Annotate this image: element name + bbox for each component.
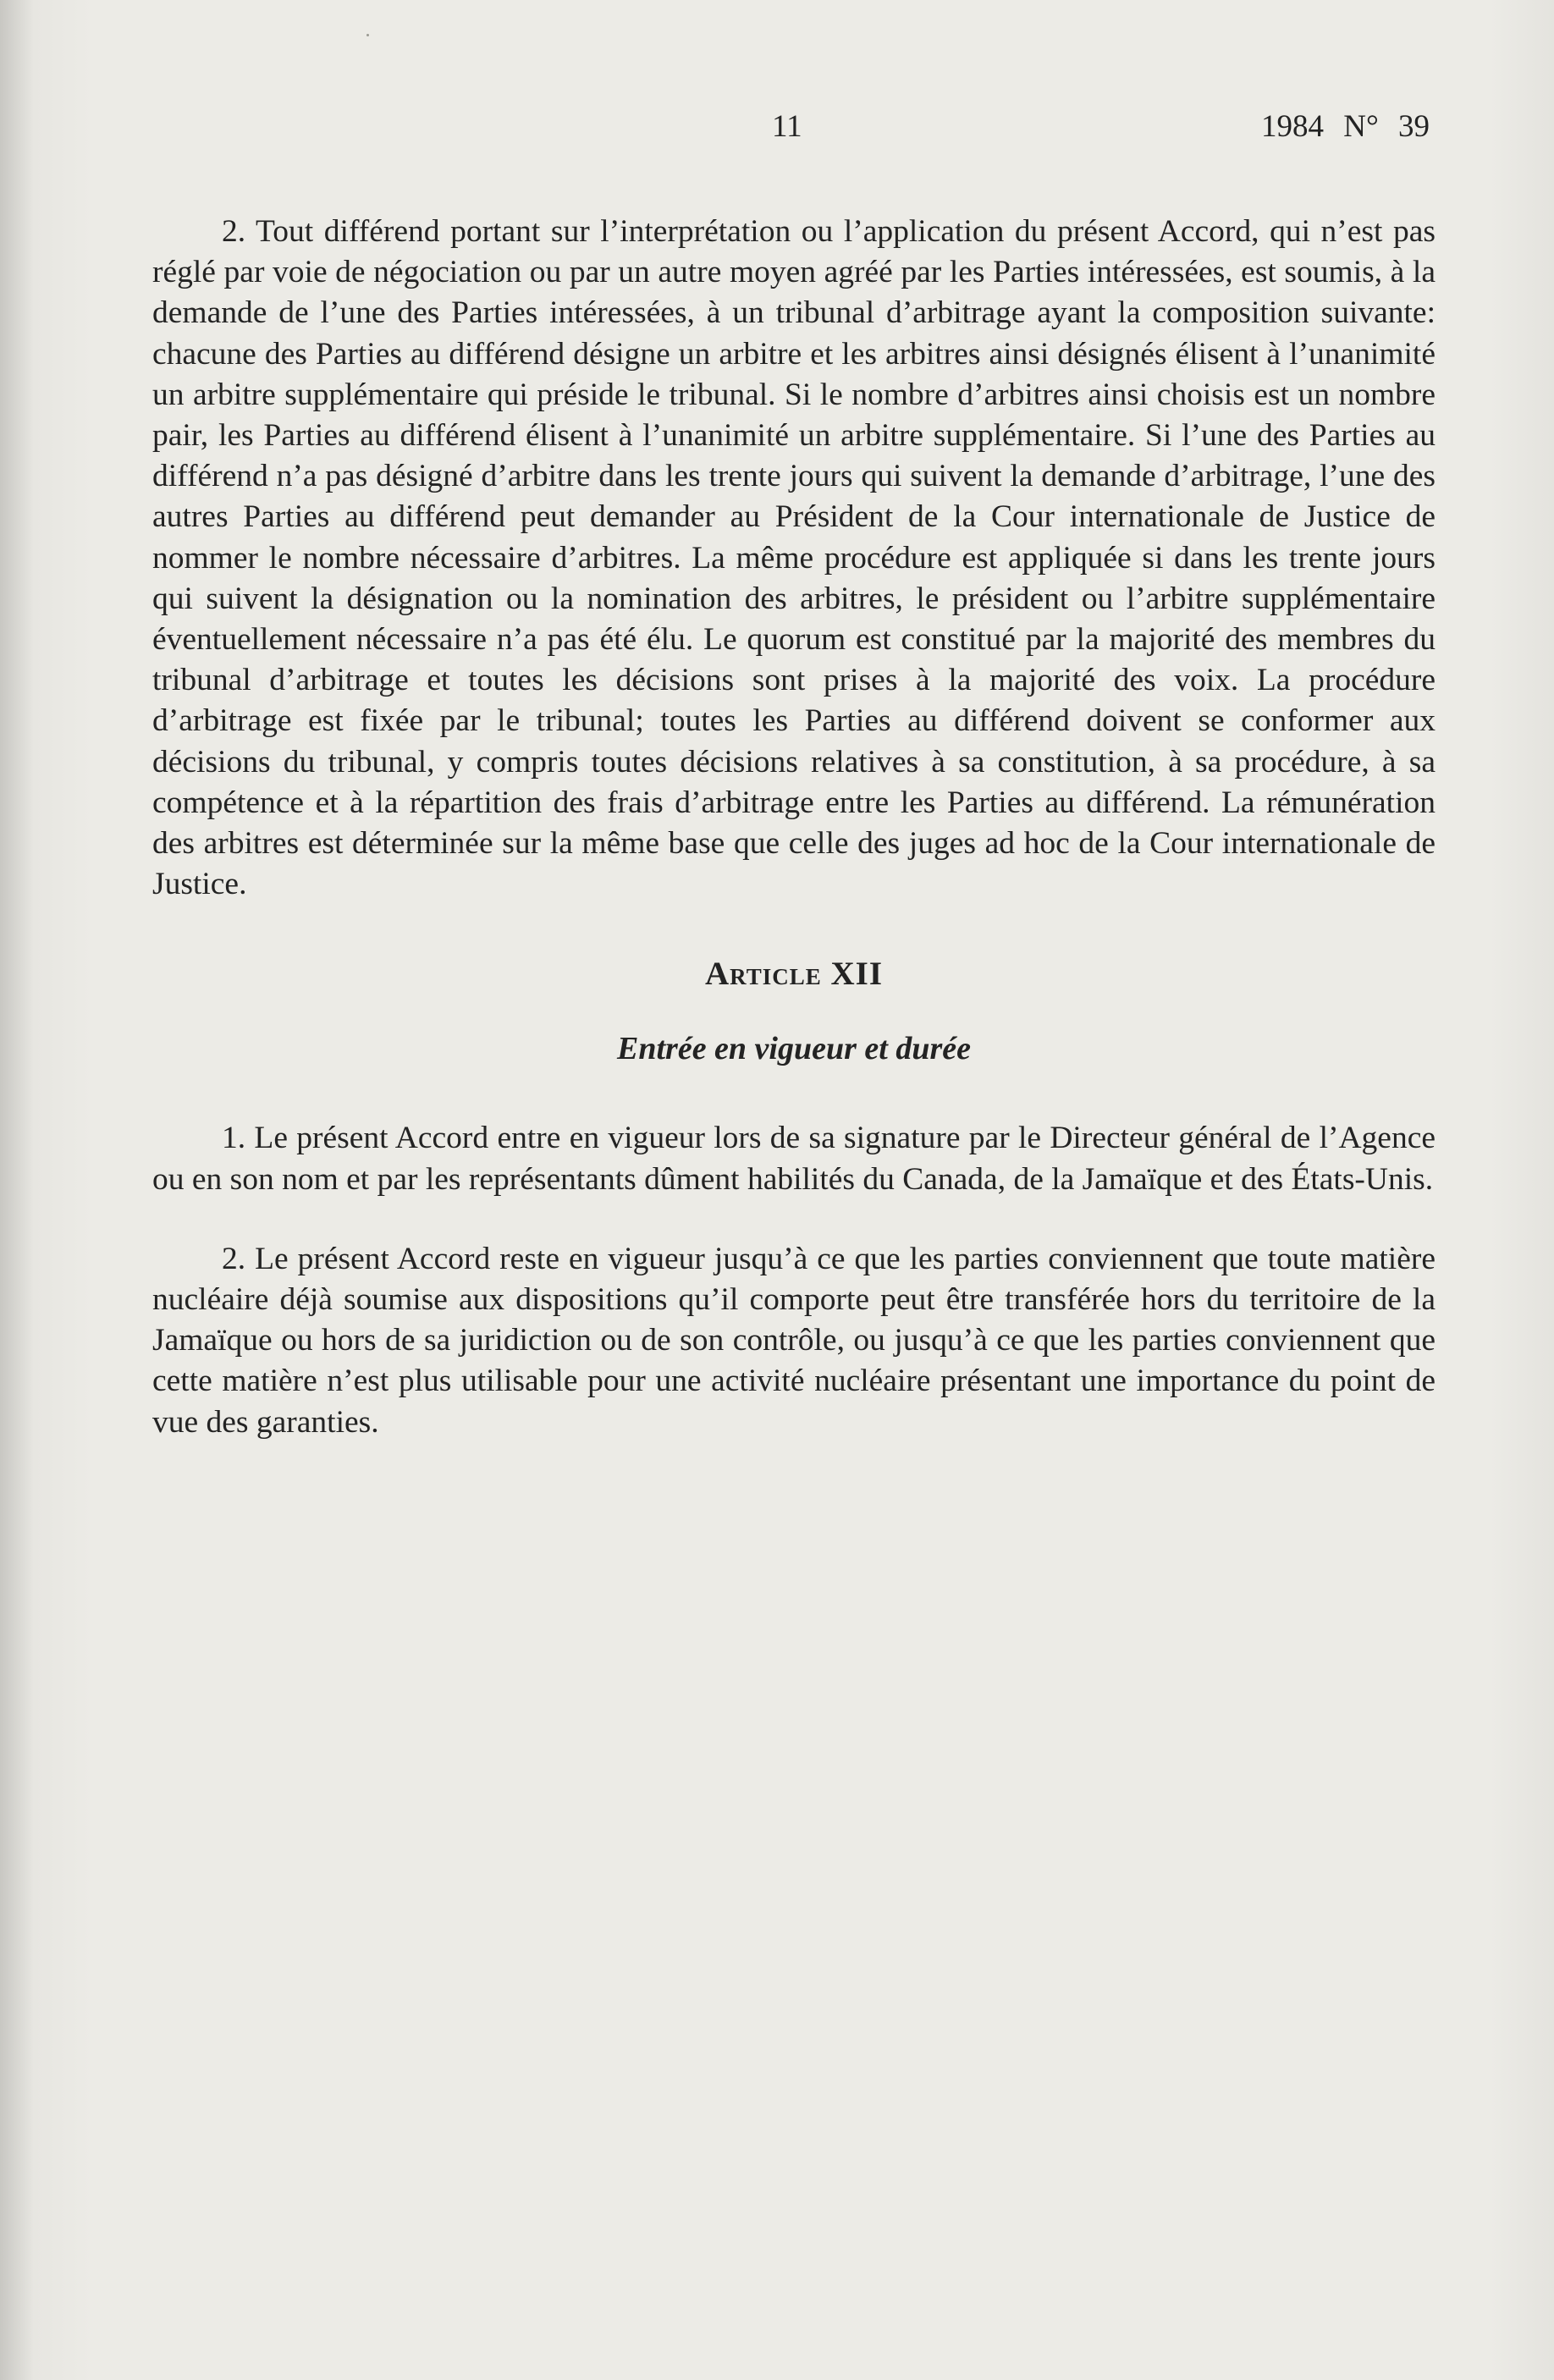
journal-reference: 1984 N° 39 <box>1261 109 1430 144</box>
page-number: 11 <box>772 109 802 144</box>
arbitration-paragraph: 2. Tout différend portant sur l’interprétation ou l’application du présent Accord, qui n’est pas réglé par voie de négociation ou par un autre moyen agréé par les Parties intéressées, est soumis, à la demande de l’une des Parties intéressées, à un tribunal d’arbitrage ayant la composition suivante: chacune des Parties au différend désigne un arbitre et les arbitres ainsi désignés élisent à l’unanimité un arbitre supplémentaire qui préside le tribunal. Si le nombre d’arbitres ainsi choisis est un nombre pair, les Parties au différend élisent à l’unanimité un arbitre supplémentaire. Si l’une des Parties au différend n’a pas désigné d’arbitre dans les trente jours qui suivent la demande d’arbitrage, l’une des autres Parties au différend peut demander au Président de la Cour internationale de Justice de nommer le nombre nécessaire d’arbitres. La même procédure est appliquée si dans les trente jours qui suivent la désignation ou la nomination des arbitres, le président ou l’arbitre supplémentaire éventuellement nécessaire n’a pas été élu. Le quorum est constitué par la majorité des membres du tribunal d’arbitrage et toutes les décisions sont prises à la majorité des voix. La procédure d’arbitrage est fixée par le tribunal; toutes les Parties au différend doivent se conformer aux décisions du tribunal, y compris toutes décisions relatives à sa constitution, à sa procédure, à sa compétence et à la répartition des frais d’arbitrage entre les Parties au différend. La rémunération des arbitres est déterminée sur la même base que celle des juges ad hoc de la Cour internationale de Justice. <box>152 214 1436 902</box>
page-header <box>0 108 1554 159</box>
article-heading: Article XII <box>704 956 883 993</box>
duration-clause: 2. Le présent Accord reste en vigueur jusqu’à ce que les parties conviennent que toute matière nucléaire déjà soumise aux dispositions qu’il comporte peut être transférée hors du territoire de la Jamaïque ou hors de sa juridiction ou de son contrôle, ou jusqu’à ce que les parties conviennent que cette matière n’est plus utilisable pour une activité nucléaire présentant une importance du point de vue des garanties. <box>152 1241 1436 1440</box>
paper-speck <box>366 34 369 36</box>
article-subtitle: Entrée en vigueur et durée <box>617 1031 971 1067</box>
binding-gutter-shadow <box>0 0 34 2380</box>
page-body <box>152 212 1436 1443</box>
entry-into-force-clause: 1. Le présent Accord entre en vigueur lors de sa signature par le Directeur général de l’Agence ou en son nom et par les représentants dûment habilités du Canada, de la Jamaïque et des États-Unis. <box>152 1121 1436 1197</box>
